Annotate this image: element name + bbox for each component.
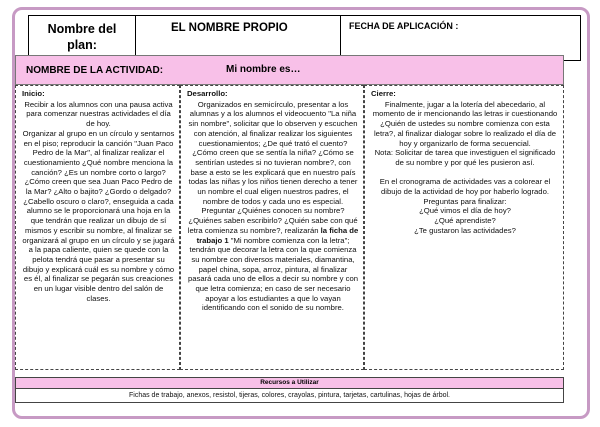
activity-bar — [15, 55, 564, 85]
resources-title: Recursos a Utilizar — [15, 377, 564, 389]
inicio-title: Inicio: — [22, 89, 45, 98]
desarrollo-column — [180, 85, 364, 370]
resources-materials: Fichas de trabajo, anexos, resistol, tijeras, colores, crayolas, pintura, tarjetas, cartulinas, hojas de árbol. — [15, 389, 564, 403]
plan-name: EL NOMBRE PROPIO — [136, 16, 341, 60]
inicio-text: Recibir a los alumnos con una pausa activa para comenzar nuestras actividades el día de hoy. Organizar al grupo en un círculo y sentarnos en el piso; reproducir la canción "Juan Paco Pedro de la Mar", al finalizar realizar el cuestionamiento ¿Qué nombre menciona la canción? ¿Es un nombre corto o largo? ¿Cómo creen que sea Juan Paco Pedro de la Mar? ¿Alto o bajito? ¿Gordo o delgado? ¿Cabello oscuro o claro?, enseguida a cada alumno se le proporcionará una hoja en la que tendrán que realizar un dibujo de sí mismos y escribir su nombre, al finalizar se organizará al grupo en un círculo y se jugará a la papa caliente, quien se quede con la pelota tendrá que pasar a presentar su dibujo y explicará cuál es su nombre y cómo es él, al finalizar se pegarán sus creaciones en un lugar visible dentro del salón de clases. — [22, 99, 175, 303]
desarrollo-text-b: "Mi nombre comienza con la letra"; tendrán que decorar la letra con la que comienza su nombre con diversos materiales, diamantina, papel china, sopa, arroz, pintura, al finalizar pasará cada uno de ellos a decir su nombre y con que letra comienza; en caso de ser necesario apoyar a los estudiantes a que lo vayan identificando con el sonido de su nombre. — [187, 235, 361, 313]
desarrollo-bold: la ficha de trabajo 1 — [196, 225, 361, 245]
plan-label: Nombre del plan: — [29, 16, 136, 60]
cierre-text: Finalmente, jugar a la lotería del abecedario, al momento de ir mencionando las letras ir cuestionando ¿Quién de ustedes su nombre comienza con esta letra?, al finalizar dialogar sobre lo realizado el día de hoy y organizarlo de forma secuencial. Nota: Solicitar de tarea que investiguen el significado de su nombre y por qué les pusieron así. En el cronograma de actividades vas a colorear el dibujo de la actividad de hoy por haberlo logrado. Preguntas para finalizar: ¿Qué vimos el día de hoy? ¿Qué aprendiste? ¿Te gustaron las actividades? — [372, 99, 558, 235]
desarrollo-title: Desarrollo: — [187, 89, 228, 98]
activity-columns — [15, 85, 564, 370]
cierre-column — [364, 85, 564, 370]
desarrollo-text — [187, 100, 359, 313]
fecha-label: FECHA DE APLICACIÓN : — [349, 21, 459, 31]
activity-label: NOMBRE DE LA ACTIVIDAD: — [26, 65, 164, 76]
inicio-column — [15, 85, 180, 370]
desarrollo-text-a: Organizados en semicírculo, presentar a los alumnas y a los alumnos el videocuento "La niña sin nombre", solicitar que lo observen y escuchen con atención, al finalizar realizar los siguientes cuestionamientos; ¿De qué trató el cuento? ¿Cómo creen que se sentía la niña? ¿Cómo se sentirían ustedes si no tuvieran nombre?, con base a esto se les explicará que en nuestro país todas las niñas y los niños tienen derecho a tener un nombre el cual eligen nuestros padres, el nombre de todos y cada uno es especial. Preguntar ¿Quiénes conocen su nombre? ¿Quiénes saben escribirlo? ¿Quién sabe con qué letra comienza su nombre?, realizarán — [187, 99, 360, 235]
activity-name: Mi nombre es… — [226, 64, 301, 75]
cierre-title: Cierre: — [371, 89, 396, 98]
